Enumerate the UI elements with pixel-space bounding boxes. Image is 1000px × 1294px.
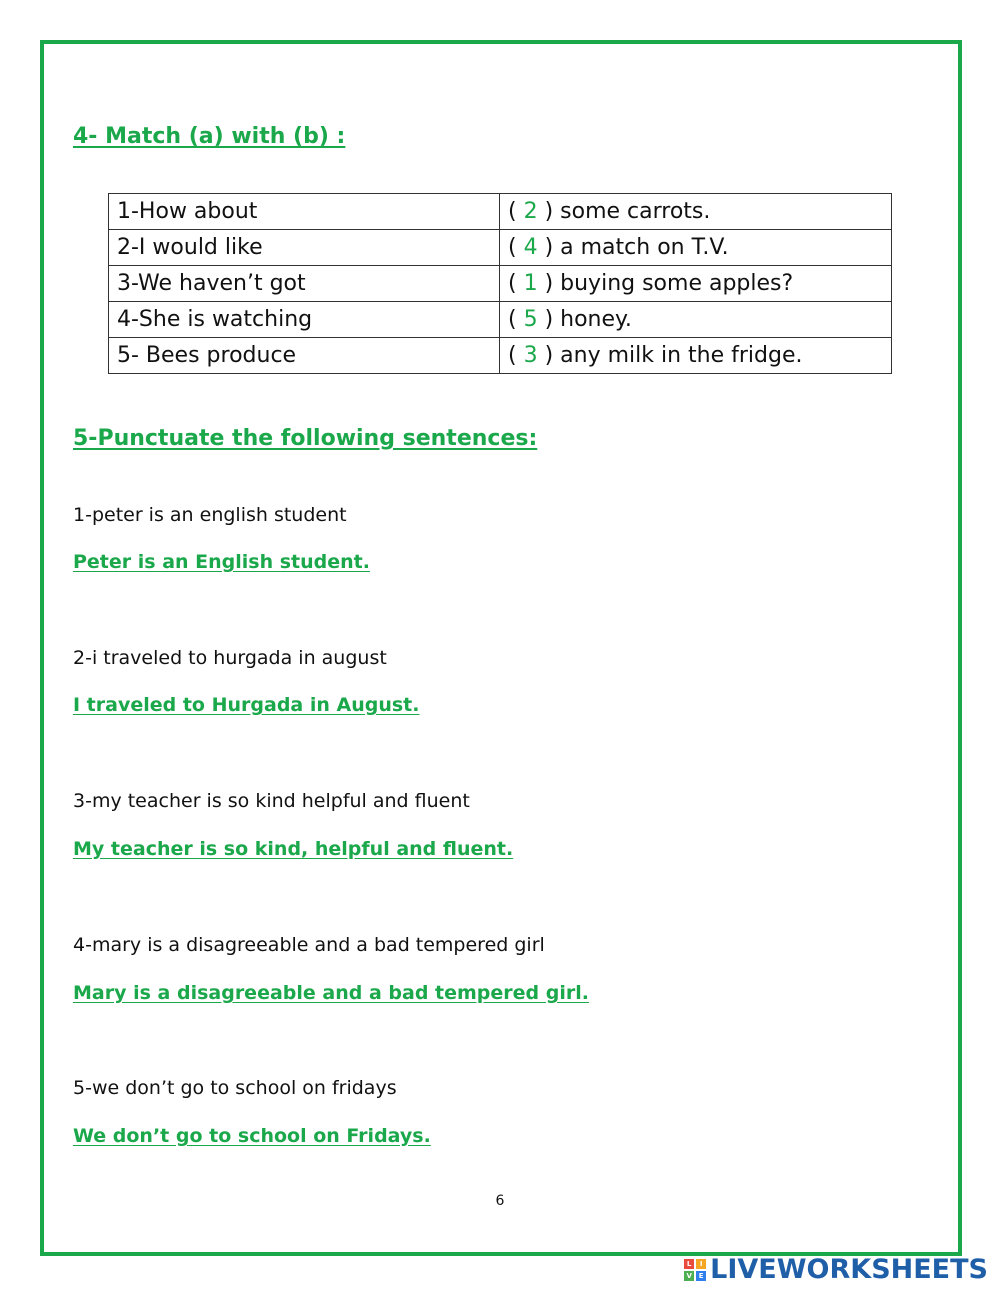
logo-letter: E: [696, 1271, 706, 1281]
column-b-cell: [500, 194, 892, 230]
logo-letter: I: [696, 1259, 706, 1269]
open-paren: (: [508, 271, 524, 296]
table-row: [109, 302, 892, 338]
column-b-cell: [500, 302, 892, 338]
column-a-cell: 2-I would like: [109, 230, 500, 266]
column-a-cell: 4-She is watching: [109, 302, 500, 338]
column-b-cell: [500, 266, 892, 302]
column-b-text: ) any milk in the fridge.: [537, 343, 803, 368]
question-sentence: 2-i traveled to hurgada in august: [73, 647, 387, 669]
column-a-cell: 3-We haven’t got: [109, 266, 500, 302]
logo-letter: L: [684, 1259, 694, 1269]
answer-number[interactable]: 5: [523, 307, 538, 332]
column-b-text: ) a match on T.V.: [537, 235, 729, 260]
column-b-text: ) honey.: [537, 307, 632, 332]
page-number: 6: [495, 1193, 505, 1209]
match-table: [108, 193, 892, 374]
open-paren: (: [508, 199, 524, 224]
column-a-cell: 1-How about: [109, 194, 500, 230]
answer-sentence[interactable]: My teacher is so kind, helpful and fluent.: [73, 838, 514, 860]
table-row: [109, 230, 892, 266]
answer-sentence[interactable]: Peter is an English student.: [73, 551, 370, 573]
section-5-title: 5-Punctuate the following sentences:: [73, 426, 538, 451]
question-sentence: 3-my teacher is so kind helpful and fluent: [73, 790, 470, 812]
answer-number[interactable]: 1: [523, 271, 538, 296]
open-paren: (: [508, 307, 524, 332]
section-4-title: 4- Match (a) with (b) :: [73, 124, 346, 149]
answer-sentence[interactable]: We don’t go to school on Fridays.: [73, 1125, 431, 1147]
answer-number[interactable]: 4: [523, 235, 538, 260]
open-paren: (: [508, 235, 524, 260]
logo-letter: V: [684, 1271, 694, 1281]
answer-number[interactable]: 2: [523, 199, 538, 224]
table-row: [109, 338, 892, 374]
table-row: [109, 266, 892, 302]
column-b-text: ) buying some apples?: [537, 271, 794, 296]
question-sentence: 5-we don’t go to school on fridays: [73, 1077, 397, 1099]
liveworksheets-logo: [684, 1254, 988, 1285]
question-sentence: 4-mary is a disagreeable and a bad tempered girl: [73, 934, 545, 956]
answer-sentence[interactable]: Mary is a disagreeable and a bad tempered girl.: [73, 982, 589, 1004]
question-sentence: 1-peter is an english student: [73, 504, 347, 526]
column-b-text: ) some carrots.: [537, 199, 711, 224]
table-row: [109, 194, 892, 230]
logo-mark-icon: [684, 1259, 706, 1281]
column-b-cell: [500, 230, 892, 266]
answer-number[interactable]: 3: [523, 343, 538, 368]
column-a-cell: 5- Bees produce: [109, 338, 500, 374]
open-paren: (: [508, 343, 524, 368]
column-b-cell: [500, 338, 892, 374]
brand-name: LIVEWORKSHEETS: [710, 1254, 988, 1285]
answer-sentence[interactable]: I traveled to Hurgada in August.: [73, 694, 420, 716]
